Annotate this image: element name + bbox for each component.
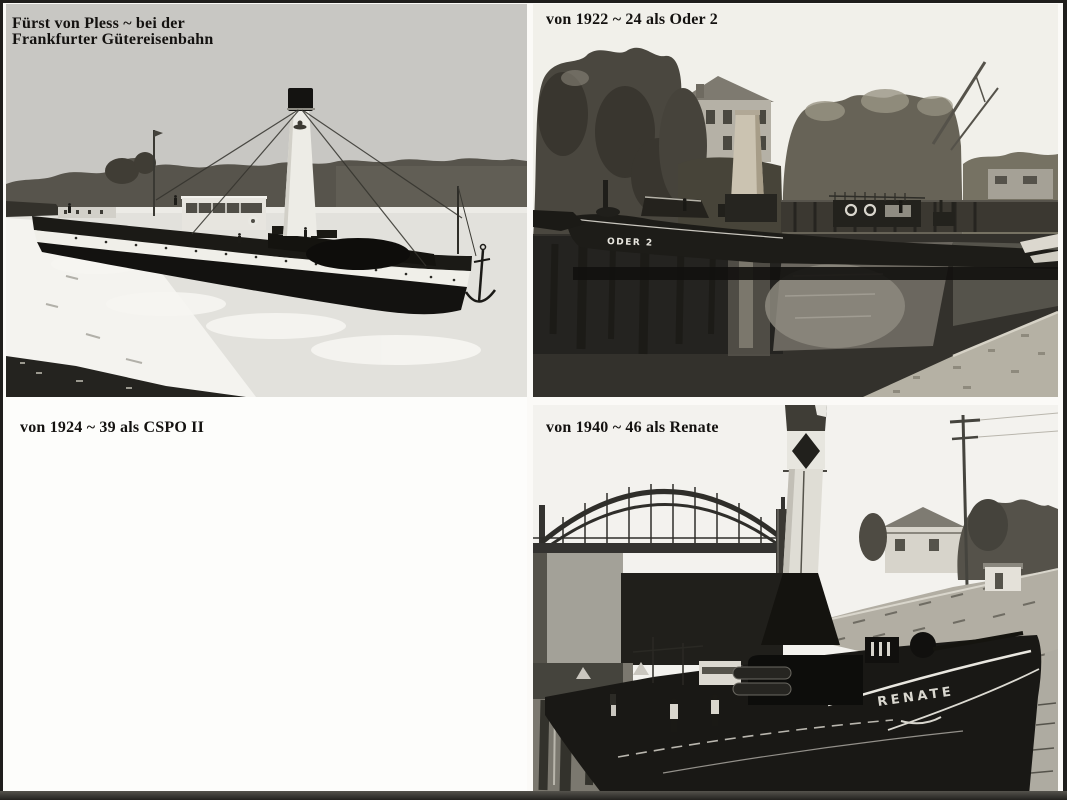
caption-line-1: Fürst von Pless ~ bei der [12, 15, 185, 32]
winch-drum [910, 632, 936, 658]
frame-left-edge [0, 0, 3, 800]
caption-renate: von 1940 ~ 46 als Renate [546, 419, 719, 436]
hull-reflection [573, 267, 1058, 280]
white-shed [983, 563, 1023, 591]
bridge-deck [533, 543, 796, 553]
caption-cspo-ii: von 1924 ~ 39 als CSPO II [20, 419, 205, 436]
engine-casing [725, 194, 777, 222]
photo-oder-2 [533, 4, 1058, 397]
frame-top-edge [0, 0, 1067, 3]
caption-line-2: Frankfurter Gütereisenbahn [12, 30, 214, 48]
panel-cspo-ii-blank [3, 397, 527, 791]
hull-name-oder2: ODER 2 [606, 237, 654, 249]
fuerst-von-pless-illustration [6, 4, 527, 397]
photo-renate [533, 405, 1058, 795]
frame-bottom-strip [0, 791, 1067, 800]
photo-fuerst-von-pless [6, 4, 527, 397]
oder-2-illustration [533, 4, 1058, 397]
frame-right-edge [1063, 0, 1067, 800]
boiler-casing [748, 655, 863, 705]
renate-illustration [533, 405, 1058, 795]
caption-oder-2: von 1922 ~ 24 als Oder 2 [546, 11, 718, 28]
boiler [306, 238, 410, 270]
funnel-cap [288, 88, 313, 111]
hull-name-renate: RENATE [876, 684, 956, 710]
mooring-post [603, 180, 608, 210]
caption-fuerst-von-pless [12, 16, 214, 47]
